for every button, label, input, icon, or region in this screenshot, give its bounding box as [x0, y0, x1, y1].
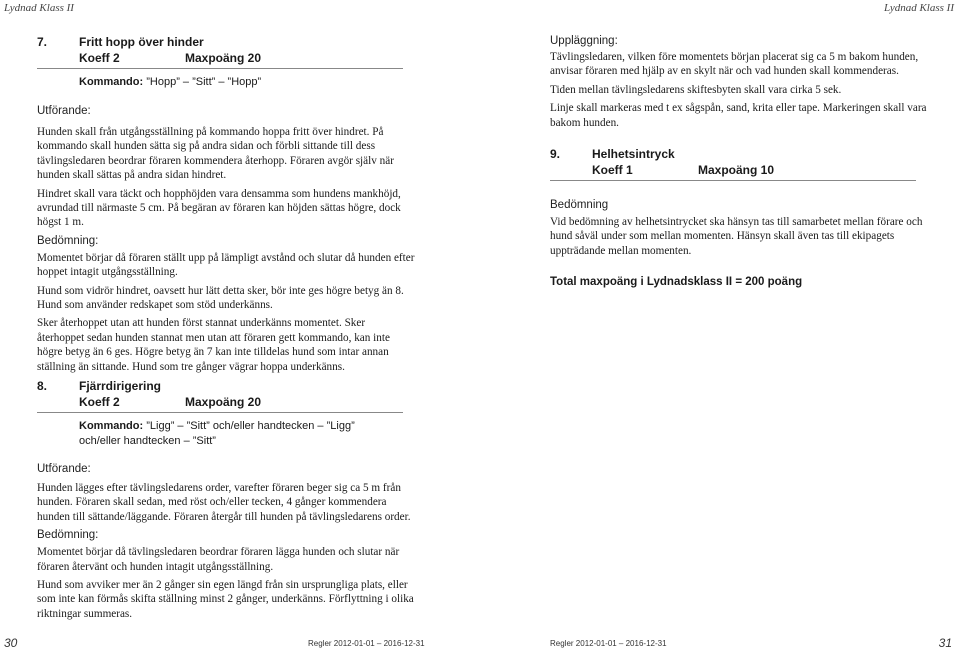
section-7-body	[37, 104, 415, 374]
section-7-utforande-para-2: Hindret skall vara täckt och hopphöjden vara densamma som hundens mankhöjd, avrundad till närmaste 5 cm. På begäran av föraren kan höjden sättas högre, dock högst 1 m.	[37, 187, 401, 229]
section-8-scores	[79, 394, 415, 410]
section-8-number: 8.	[37, 379, 48, 393]
section-7-utforande-label: Utförande:	[37, 105, 91, 117]
section-7-title: Fritt hopp över hinder	[79, 35, 204, 49]
upplaggning-para-3: Linje skall markeras med t ex sågspån, sand, krita eller tape. Markeringen skall vara bakom hunden.	[550, 102, 927, 129]
section-8-kommando-label: Kommando:	[79, 420, 144, 432]
section-7-number: 7.	[37, 35, 48, 49]
section-7-kommando-text: ”Hopp” – ”Sitt” – ”Hopp”	[146, 76, 262, 88]
section-9-koeff: Koeff 1	[592, 163, 633, 177]
section-8-maxpoang: Maxpoäng 20	[185, 395, 262, 409]
section-7-maxpoang: Maxpoäng 20	[185, 51, 262, 65]
upplaggning-para-2: Tiden mellan tävlingsledarens skiftesbyten skall vara cirka 5 sek.	[550, 83, 842, 96]
section-8-title: Fjärrdirigering	[79, 379, 162, 393]
section-7-kommando-label: Kommando:	[79, 76, 144, 88]
section-8-bedomning-para-2: Hund som avviker mer än 2 gånger sin egen längd från sin ursprungliga plats, eller som inte kan förmås skifta ställning minst 2 gånger, underkänns. Förflyttning i olika riktningar summeras.	[37, 579, 414, 620]
total-maxpoang: Total maxpoäng i Lydnadsklass II = 200 poäng	[550, 276, 803, 288]
section-8-utforande-label: Utförande:	[37, 463, 91, 475]
section-7-bedomning-para-2: Hund som vidrör hindret, oavsett hur lätt detta sker, bör inte ges högre betyg än 8. Hund som använder redskapet som stöd underkänns.	[37, 284, 404, 312]
section-7-bedomning-para-3: Sker återhoppet utan att hunden först stannat underkänns momentet. Sker återhoppet sedan hunden stannat men utan att föraren gett kommando, kan inte högre betyg än 6 ges. Högre betyg än 7 kan inte tilldelas hund som intar annan ställning än sittande. Hund som tre gånger vägrar hoppa underkänns.	[37, 317, 390, 373]
section-8-kommando-cont: och/eller handtecken – ”Sitt”	[79, 435, 216, 447]
section-9-maxpoang: Maxpoäng 10	[698, 163, 775, 177]
section-8-bedomning-label: Bedömning:	[37, 529, 99, 542]
section-8-heading	[37, 378, 415, 394]
page-number-left: 30	[4, 636, 18, 650]
section-8-utforande-para-1: Hunden lägges efter tävlingsledarens order, varefter föraren beger sig ca 5 m från hunden. Föraren skall sedan, med röst och/eller tecken, 4 gånger kommendera hunden till sättande/läggande. Föraren återgår till hunden på tävlingsledarens order.	[37, 482, 411, 523]
section-8	[37, 378, 415, 449]
section-9-bedomning-para-1: Vid bedömning av helhetsintrycket ska hänsyn tas till samarbetet mellan förare och hund såväl under som mellan momenten. Hänsyn skall även tas till ekipagets uppträdande mellan momenten.	[550, 216, 923, 257]
running-header-left: Lydnad Klass II	[4, 2, 74, 14]
section-9-heading	[550, 146, 930, 162]
page-number-right: 31	[938, 636, 952, 650]
section-8-divider	[37, 412, 403, 413]
right-page	[480, 0, 960, 650]
section-7-heading	[37, 34, 415, 50]
section-9	[550, 146, 930, 181]
section-7	[37, 34, 415, 90]
section-9-title: Helhetsintryck	[592, 147, 675, 161]
section-8-koeff: Koeff 2	[79, 395, 120, 409]
footer-note-left: Regler 2012-01-01 – 2016-12-31	[308, 639, 425, 648]
section-9-number: 9.	[550, 147, 561, 161]
section-8-body	[37, 462, 415, 621]
section-9-bedomning-label: Bedömning	[550, 199, 609, 211]
section-7-utforande-para-1: Hunden skall från utgångsställning på kommando hoppa fritt över hindret. På kommando skall hunden sätta sig på andra sidan och förbli sittande till dess tävlingsledaren beordrar föraren kommendera återhopp. Föraren avgör själv när hunden skall sättas på andra sidan hindret.	[37, 126, 394, 182]
section-7-scores	[79, 50, 415, 66]
section-7-divider	[37, 68, 403, 69]
section-9-scores	[592, 162, 930, 178]
running-header-right: Lydnad Klass II	[884, 2, 954, 14]
section-9-body	[550, 198, 930, 258]
upplaggning-label: Uppläggning:	[550, 35, 618, 47]
section-8-bedomning-para-1: Momentet börjar då tävlingsledaren beordrar föraren lägga hunden och slutar när föraren återvänt och hunden intagit utgångsställning.	[37, 546, 400, 573]
upplaggning-para-1: Tävlingsledaren, vilken före momentets början placerat sig ca 5 m bakom hunden, anvisar föraren med hjälp av en skylt när och vad hunden skall kommenderas.	[550, 51, 919, 78]
section-9-divider	[550, 180, 916, 181]
section-8-kommando	[79, 419, 415, 434]
section-7-bedomning-para-1: Momentet börjar då föraren ställt upp på lämpligt avstånd och slutar då hunden efter hoppet intagit utgångsställning.	[37, 251, 415, 279]
footer-note-right: Regler 2012-01-01 – 2016-12-31	[550, 639, 667, 648]
section-7-bedomning-label: Bedömning:	[37, 234, 99, 247]
section-7-koeff: Koeff 2	[79, 51, 120, 65]
upplaggning-block	[550, 34, 930, 130]
section-7-kommando	[79, 75, 415, 90]
section-8-kommando-text: ”Ligg” – ”Sitt” och/eller handtecken – ”Ligg”	[146, 420, 355, 432]
